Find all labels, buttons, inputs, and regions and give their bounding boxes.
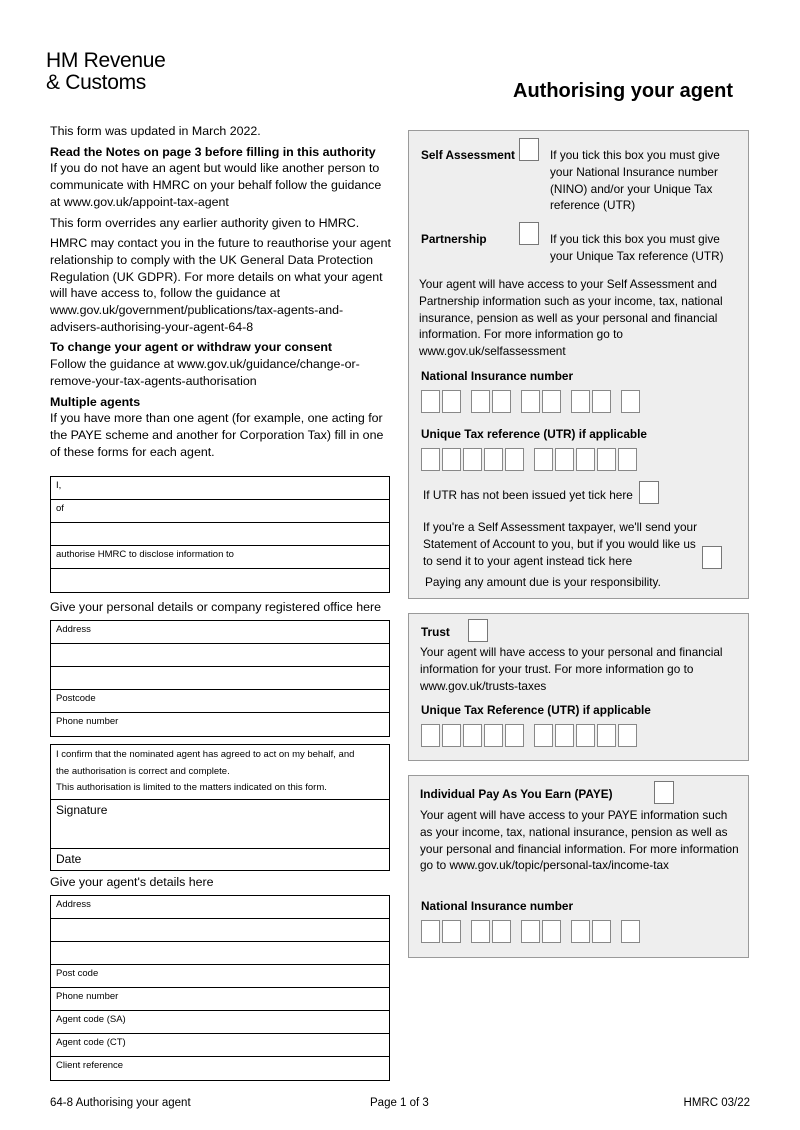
agent-phone-field[interactable] [51, 988, 389, 1011]
reauthorise-text: HMRC may contact you in the future to reauthorise your agent relationship to comply with the UK General Data Protection Regulation (UK GDPR). For more details on what your agent will have access to, follow the guidance at www.gov.uk/government/publications/tax-agents-and-advisers-authorising-your-agent-64-8 [50, 236, 391, 334]
agent-code-sa-field[interactable] [51, 1011, 389, 1034]
nino-cell[interactable] [621, 920, 640, 943]
authorise-field[interactable] [51, 546, 389, 569]
personal-address-line-3[interactable] [51, 667, 389, 690]
intro-text [50, 123, 392, 464]
updated-note: This form was updated in March 2022. [50, 124, 261, 138]
partnership-note: If you tick this box you must give your Unique Tax reference (UTR) [550, 232, 724, 263]
trust-label: Trust [421, 625, 450, 639]
overrides-text: This form overrides any earlier authority given to HMRC. [50, 215, 360, 230]
trust-checkbox[interactable] [468, 619, 488, 642]
utr-cell[interactable] [618, 724, 637, 747]
paying-text: Paying any amount due is your responsibility. [425, 575, 661, 589]
utr-cell[interactable] [484, 448, 503, 471]
utr-cell[interactable] [555, 448, 574, 471]
of-label: of [56, 503, 64, 514]
self-assessment-checkbox[interactable] [519, 138, 539, 161]
footer-page-number: Page 1 of 3 [370, 1097, 429, 1109]
client-reference-field[interactable] [51, 1057, 389, 1080]
date-field[interactable] [51, 849, 389, 870]
client-reference-label: Client reference [56, 1060, 124, 1071]
nino-cell[interactable] [471, 920, 490, 943]
confirmation-text [51, 745, 389, 800]
self-assessment-note: If you tick this box you must give your National Insurance number (NINO) and/or your Unique Tax reference (UTR) [550, 148, 720, 213]
utr-cell[interactable] [534, 724, 553, 747]
trust-utr-label: Unique Tax Reference (UTR) if applicable [421, 703, 651, 717]
of-field[interactable] [51, 500, 389, 523]
nino-cell[interactable] [571, 390, 590, 413]
statement-to-agent-checkbox[interactable] [702, 546, 722, 569]
nino-cell[interactable] [471, 390, 490, 413]
nino-cell[interactable] [592, 390, 611, 413]
name-label: I, [56, 480, 62, 491]
nino-cell[interactable] [571, 920, 590, 943]
utr-cell[interactable] [463, 448, 482, 471]
sa-access-text: Your agent will have access to your Self Assessment and Partnership information such as your income, tax, national insurance, pension as well as your personal and financial information. For more information go to www.gov.uk/selfassessment [419, 277, 723, 359]
sa-utr-label: Unique Tax reference (UTR) if applicable [421, 427, 647, 441]
logo-line-1: HM Revenue [46, 49, 166, 72]
nino-cell[interactable] [442, 390, 461, 413]
agent-postcode-label: Post code [56, 968, 99, 979]
confirmation-box [50, 744, 390, 871]
page-title: Authorising your agent [513, 80, 733, 102]
nino-cell[interactable] [592, 920, 611, 943]
multiple-agents-text: If you have more than one agent (for example, one acting for the PAYE scheme and another for Corporation Tax) fill in one of these forms for each agent. [50, 411, 384, 459]
trust-text: Your agent will have access to your personal and financial information for your trust. For more information go to www.gov.uk/trusts-taxes [420, 645, 723, 693]
name-field[interactable] [51, 477, 389, 500]
agent-address-line-3[interactable] [51, 942, 389, 965]
nino-cell[interactable] [492, 920, 511, 943]
personal-address-field[interactable] [51, 621, 389, 644]
self-assessment-label: Self Assessment [421, 148, 515, 162]
change-agent-text: Follow the guidance at www.gov.uk/guidance/change-or-remove-your-tax-agents-authorisation [50, 357, 360, 388]
personal-address-line-2[interactable] [51, 644, 389, 667]
no-agent-text: If you do not have an agent but would like another person to communicate with HMRC on your behalf follow the guidance at www.gov.uk/appoint-tax-agent [50, 161, 382, 209]
nino-cell[interactable] [521, 390, 540, 413]
utr-cell[interactable] [618, 448, 637, 471]
utr-cell[interactable] [442, 448, 461, 471]
agent-name-field[interactable] [51, 569, 389, 592]
utr-cell[interactable] [421, 724, 440, 747]
confirm-line-3: This authorisation is limited to the matters indicated on this form. [56, 782, 327, 794]
nino-cell[interactable] [542, 390, 561, 413]
utr-cell[interactable] [534, 448, 553, 471]
utr-cell[interactable] [576, 724, 595, 747]
nino-cell[interactable] [442, 920, 461, 943]
personal-phone-label: Phone number [56, 716, 119, 727]
personal-details-box [50, 620, 390, 737]
paye-checkbox[interactable] [654, 781, 674, 804]
partnership-label: Partnership [421, 232, 487, 246]
agent-code-sa-label: Agent code (SA) [56, 1014, 126, 1025]
paye-nino-cells [421, 920, 642, 943]
paye-label: Individual Pay As You Earn (PAYE) [420, 787, 613, 801]
nino-cell[interactable] [492, 390, 511, 413]
change-agent-heading: To change your agent or withdraw your consent [50, 340, 333, 355]
partnership-checkbox[interactable] [519, 222, 539, 245]
of-field-line-2[interactable] [51, 523, 389, 546]
trust-utr-cells [421, 724, 639, 747]
agent-postcode-field[interactable] [51, 965, 389, 988]
utr-not-issued-text: If UTR has not been issued yet tick here [423, 488, 633, 502]
personal-details-caption: Give your personal details or company registered office here [50, 600, 382, 614]
utr-cell[interactable] [463, 724, 482, 747]
authority-box [50, 476, 390, 593]
sa-nino-cells [421, 390, 642, 413]
agent-details-caption: Give your agent's details here [50, 875, 214, 889]
signature-field[interactable] [51, 800, 389, 849]
footer-form-name: 64-8 Authorising your agent [50, 1097, 191, 1109]
logo-line-2: & Customs [46, 71, 146, 94]
personal-phone-field[interactable] [51, 713, 389, 736]
utr-cell[interactable] [505, 724, 524, 747]
sa-utr-cells [421, 448, 639, 471]
nino-cell[interactable] [542, 920, 561, 943]
signature-label: Signature [56, 803, 108, 817]
agent-details-box [50, 895, 390, 1081]
agent-address-line-2[interactable] [51, 919, 389, 942]
paye-text: Your agent will have access to your PAYE information such as your income, tax, national insurance, pension as well as your personal and financial information. For more information go to www.gov.uk/topic/personal-tax/income-tax [420, 808, 739, 873]
personal-postcode-label: Postcode [56, 693, 96, 704]
confirm-line-1: I confirm that the nominated agent has agreed to act on my behalf, and [56, 749, 355, 760]
utr-cell[interactable] [421, 448, 440, 471]
utr-cell[interactable] [576, 448, 595, 471]
nino-cell[interactable] [421, 920, 440, 943]
personal-postcode-field[interactable] [51, 690, 389, 713]
utr-cell[interactable] [597, 724, 616, 747]
utr-cell[interactable] [555, 724, 574, 747]
agent-code-ct-label: Agent code (CT) [56, 1037, 126, 1048]
agent-address-label: Address [56, 899, 91, 910]
sa-nino-label: National Insurance number [421, 369, 574, 383]
footer-form-code: HMRC 03/22 [683, 1097, 750, 1109]
confirm-line-2: the authorisation is correct and complete. [56, 765, 230, 777]
statement-text: If you're a Self Assessment taxpayer, we'll send your Statement of Account to you, but if you would like us to send it to your agent instead tick here [423, 520, 698, 568]
personal-address-label: Address [56, 624, 91, 635]
utr-cell[interactable] [442, 724, 461, 747]
nino-cell[interactable] [421, 390, 440, 413]
agent-code-ct-field[interactable] [51, 1034, 389, 1057]
read-notes-heading: Read the Notes on page 3 before filling in this authority [50, 144, 376, 159]
agent-address-field[interactable] [51, 896, 389, 919]
multiple-agents-heading: Multiple agents [50, 394, 141, 409]
utr-cell[interactable] [484, 724, 503, 747]
nino-cell[interactable] [621, 390, 640, 413]
agent-phone-label: Phone number [56, 991, 119, 1002]
nino-cell[interactable] [521, 920, 540, 943]
date-label: Date [56, 852, 82, 866]
authorise-label: authorise HMRC to disclose information to [56, 549, 234, 560]
hmrc-logo [46, 50, 166, 94]
utr-cell[interactable] [597, 448, 616, 471]
utr-cell[interactable] [505, 448, 524, 471]
paye-nino-label: National Insurance number [421, 899, 574, 913]
utr-not-issued-checkbox[interactable] [639, 481, 659, 504]
